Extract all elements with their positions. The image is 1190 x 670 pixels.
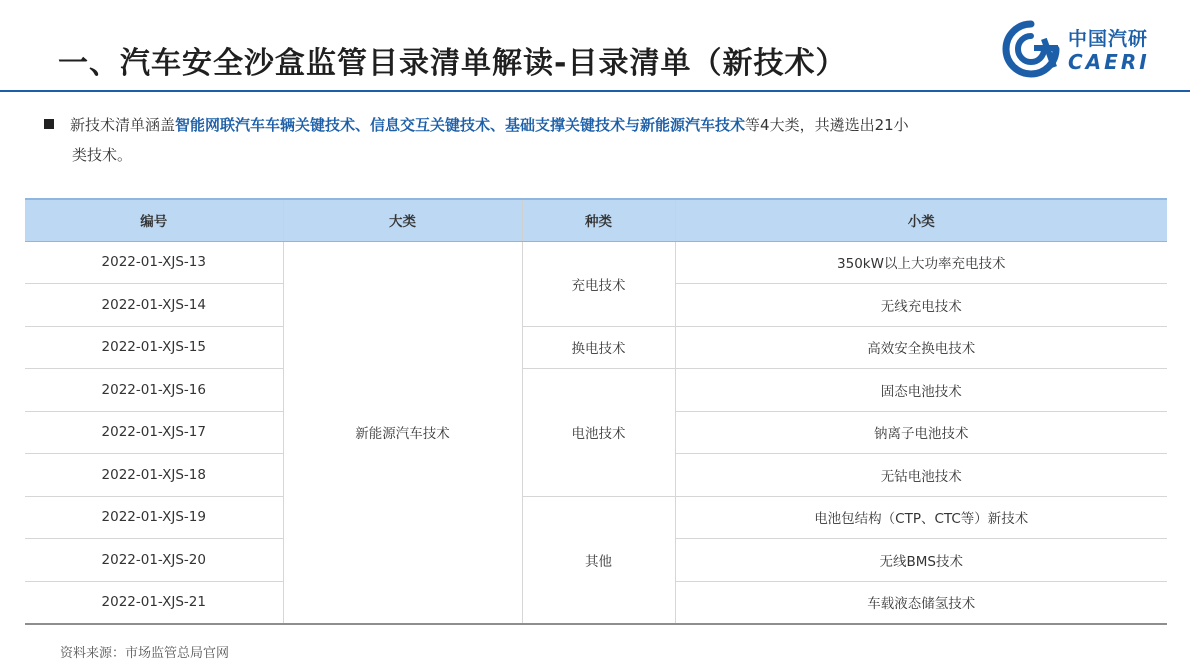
- cell-type: 电池技术: [522, 369, 675, 497]
- column-header-type: 种类: [522, 199, 675, 241]
- source-note: 资料来源：市场监管总局官网: [60, 646, 230, 661]
- cell-id: 2022-01-XJS-14: [25, 284, 283, 327]
- caeri-logo: [1000, 18, 1180, 80]
- cell-subcategory: 电池包结构（CTP、CTC等）新技术: [675, 496, 1167, 539]
- cell-subcategory: 无钴电池技术: [675, 454, 1167, 497]
- cell-subcategory: 钠离子电池技术: [675, 411, 1167, 454]
- cell-subcategory: 高效安全换电技术: [675, 326, 1167, 369]
- cell-id: 2022-01-XJS-20: [25, 539, 283, 582]
- table-row: [25, 496, 1167, 539]
- page-title: 一、汽车安全沙盒监管目录清单解读-目录清单（新技术）: [58, 46, 847, 81]
- intro-prefix: 新技术清单涵盖: [70, 116, 176, 134]
- logo-english-text: CAERI: [1068, 50, 1150, 74]
- caeri-logo-icon: [1000, 18, 1062, 80]
- cell-category: 新能源汽车技术: [283, 241, 522, 624]
- cell-id: 2022-01-XJS-15: [25, 326, 283, 369]
- cell-id: 2022-01-XJS-13: [25, 241, 283, 284]
- table-row: [25, 241, 1167, 284]
- cell-subcategory: 固态电池技术: [675, 369, 1167, 412]
- table-row: [25, 369, 1167, 412]
- cell-id: 2022-01-XJS-16: [25, 369, 283, 412]
- cell-id: 2022-01-XJS-18: [25, 454, 283, 497]
- intro-line-2: 类技术。: [72, 146, 133, 164]
- square-bullet-icon: [44, 119, 54, 129]
- cell-type: 换电技术: [522, 326, 675, 369]
- table-header-row: [25, 199, 1167, 241]
- cell-id: 2022-01-XJS-21: [25, 581, 283, 624]
- cell-type: 充电技术: [522, 241, 675, 326]
- cell-subcategory: 350kW以上大功率充电技术: [675, 241, 1167, 284]
- cell-id: 2022-01-XJS-19: [25, 496, 283, 539]
- column-header-id: 编号: [25, 199, 283, 241]
- cell-id: 2022-01-XJS-17: [25, 411, 283, 454]
- intro-suffix: 等4大类，共遴选出21小: [745, 116, 909, 134]
- intro-highlight: 智能网联汽车车辆关键技术、信息交互关键技术、基础支撑关键技术与新能源汽车技术: [175, 116, 746, 134]
- intro-paragraph: [44, 110, 1154, 170]
- cell-subcategory: 车载液态储氢技术: [675, 581, 1167, 624]
- column-header-subcategory: 小类: [675, 199, 1167, 241]
- header-divider: [0, 90, 1190, 92]
- new-tech-table: [25, 198, 1167, 625]
- column-header-category: 大类: [283, 199, 522, 241]
- cell-subcategory: 无线BMS技术: [675, 539, 1167, 582]
- cell-subcategory: 无线充电技术: [675, 284, 1167, 327]
- logo-chinese-text: 中国汽研: [1068, 28, 1149, 50]
- table-row: [25, 326, 1167, 369]
- cell-type: 其他: [522, 496, 675, 624]
